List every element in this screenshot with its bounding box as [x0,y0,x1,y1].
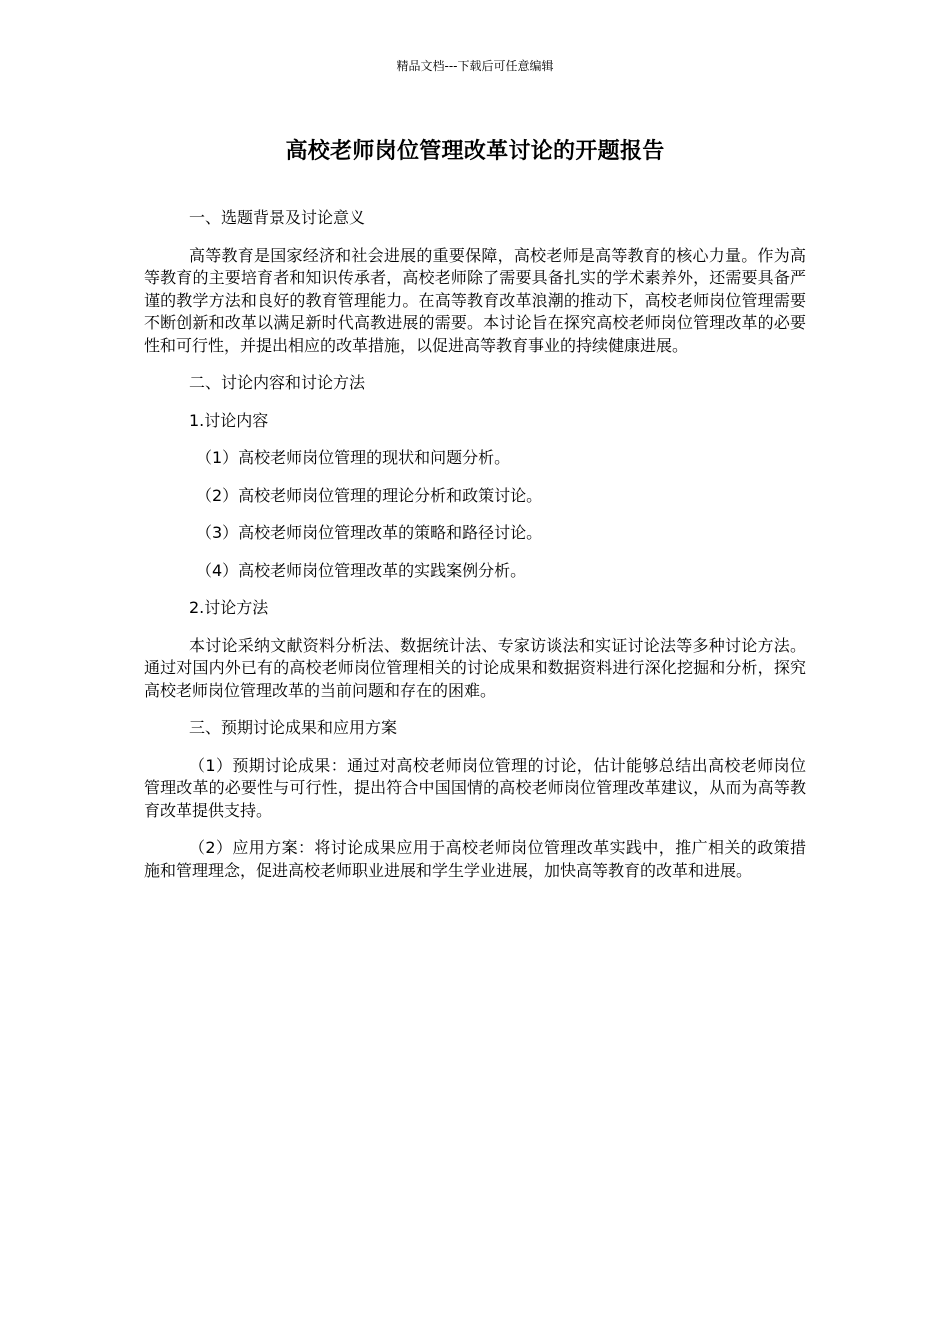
content-item-1: （1）高校老师岗位管理的现状和问题分析。 [196,448,511,467]
section2-heading: 二、讨论内容和讨论方法 [189,373,366,392]
document-title: 高校老师岗位管理改革讨论的开题报告 [285,139,665,164]
header-note: 精品文档---下载后可任意编辑 [396,59,554,73]
method-paragraph: 本讨论采纳文献资料分析法、数据统计法、专家访谈法和实证讨论法等多种讨论方法。通过对国内外已有的高校老师岗位管理相关的讨论成果和数据资料进行深化挖掘和分析，探究高校老师岗位管理改革的当前问题和存在的困难。 [144,635,806,700]
method-heading: 2.讨论方法 [189,598,269,617]
section3-heading: 三、预期讨论成果和应用方案 [189,718,398,737]
content-item-3: （3）高校老师岗位管理改革的策略和路径讨论。 [196,523,543,542]
section1-heading: 一、选题背景及讨论意义 [189,208,366,227]
content-item-4: （4）高校老师岗位管理改革的实践案例分析。 [196,560,527,580]
content-item-2: （2）高校老师岗位管理的理论分析和政策讨论。 [196,485,543,505]
content-heading: 1.讨论内容 [189,410,269,430]
document-body [144,207,806,897]
application-paragraph: （2）应用方案：将讨论成果应用于高校老师岗位管理改革实践中，推广相关的政策措施和管理理念，促进高校老师职业进展和学生学业进展，加快高等教育的改革和进展。 [144,838,806,880]
section1-paragraph: 高等教育是国家经济和社会进展的重要保障，高校老师是高等教育的核心力量。作为高等教育的主要培育者和知识传承者，高校老师除了需要具备扎实的学术素养外，还需要具备严谨的教学方法和良好的教育管理能力。在高等教育改革浪潮的推动下，高校老师岗位管理需要不断创新和改革以满足新时代高教进展的需要。本讨论旨在探究高校老师岗位管理改革的必要性和可行性，并提出相应的改革措施，以促进高等教育事业的持续健康进展。 [144,245,806,355]
outcome-paragraph: （1）预期讨论成果：通过对高校老师岗位管理的讨论，估计能够总结出高校老师岗位管理改革的必要性与可行性，提出符合中国国情的高校老师岗位管理改革建议，从而为高等教育改革提供支持。 [144,755,806,820]
